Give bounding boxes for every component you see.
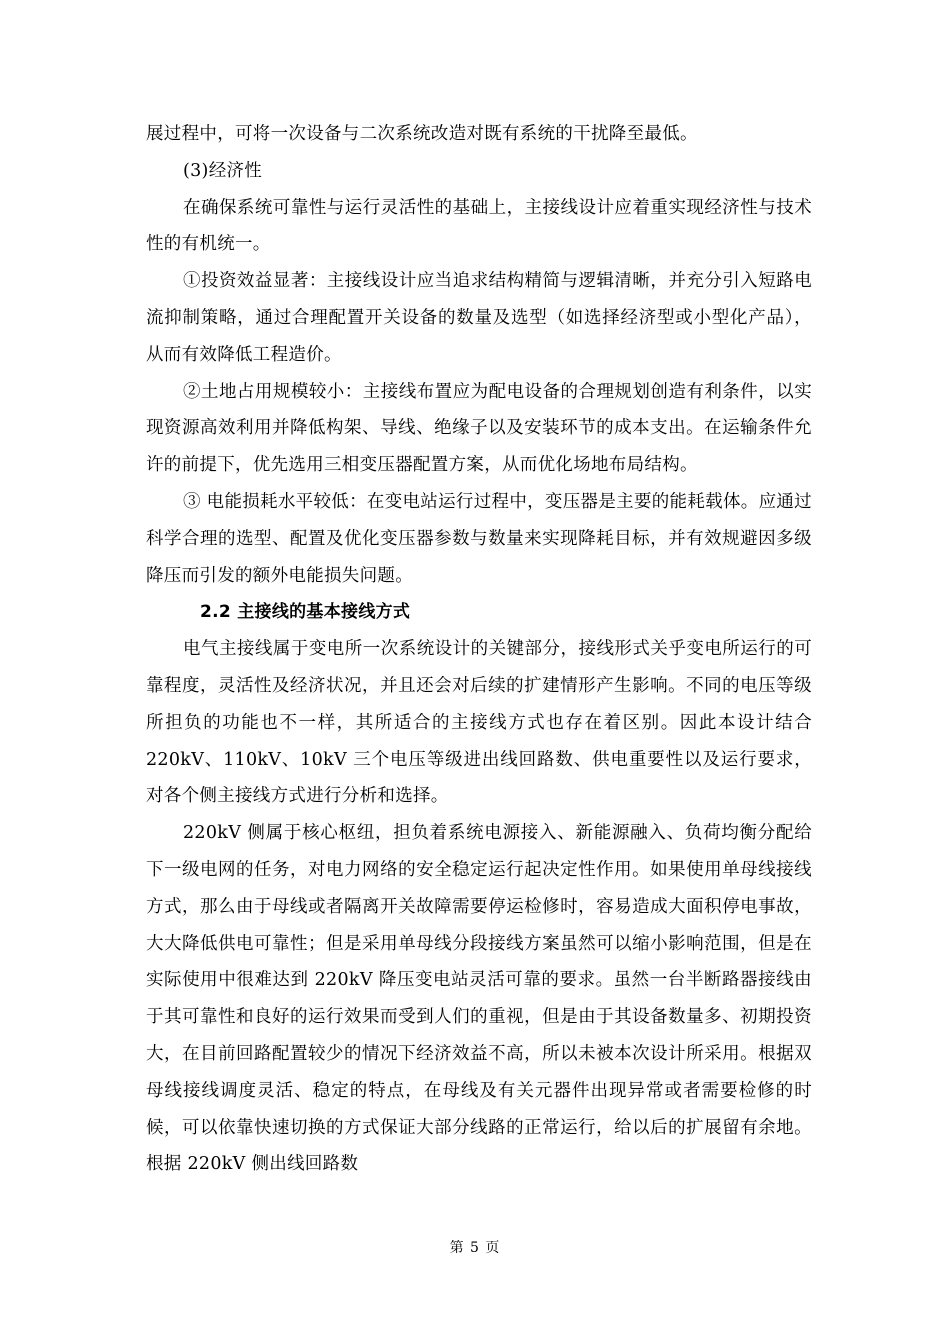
paragraph-land-use: ②土地占用规模较小：主接线布置应为配电设备的合理规划创造有利条件，以实现资源高效利用并降低构架、导线、绝缘子以及安装环节的成本支出。在运输条件允许的前提下，优先选用三相变压器配置方案，从而优化场地布局结构。 [146, 381, 812, 476]
paragraph-energy-loss: ③ 电能损耗水平较低：在变电站运行过程中，变压器是主要的能耗载体。应通过科学合理的选型、配置及优化变压器参数与数量来实现降耗目标，并有效规避因多级降压而引发的额外电能损失问题。 [146, 491, 812, 586]
paragraph-investment: ①投资效益显著：主接线设计应当追求结构精简与逻辑清晰，并充分引入短路电流抑制策略，通过合理配置开关设备的数量及选型（如选择经济型或小型化产品），从而有效降低工程造价。 [146, 271, 812, 365]
paragraph-continuation: 展过程中，可将一次设备与二次系统改造对既有系统的干扰降至最低。 [146, 124, 698, 144]
page-number: 第 5 页 [449, 1240, 501, 1256]
paragraph-main-wiring-intro: 电气主接线属于变电所一次系统设计的关键部分，接线形式关乎变电所运行的可靠程度，灵活性及经济状况，并且还会对后续的扩建情形产生影响。不同的电压等级所担负的功能也不一样，其所适合的主接线方式也存在着区别。因此本设计结合 220kV、110kV、10kV 三个电压等级进出线回路数、供电重要性以及运行要求，对各个侧主接线方式进行分析和选择。 [146, 639, 812, 807]
subheading-economy: (3)经济性 [183, 160, 263, 181]
section-heading-2-2: 2.2 主接线的基本接线方式 [200, 602, 411, 623]
body-text [146, 116, 812, 1183]
paragraph-economy-intro: 在确保系统可靠性与运行灵活性的基础上，主接线设计应着重实现经济性与技术性的有机统一。 [146, 197, 812, 255]
paragraph-220kv-side: 220kV 侧属于核心枢纽，担负着系统电源接入、新能源融入、负荷均衡分配给下一级电网的任务，对电力网络的安全稳定运行起决定性作用。如果使用单母线接线方式，那么由于母线或者隔离开关故障需要停运检修时，容易造成大面积停电事故，大大降低供电可靠性；但是采用单母线分段接线方案虽然可以缩小影响范围，但是在实际使用中很难达到 220kV 降压变电站灵活可靠的要求。虽然一台半断路器接线由于其可靠性和良好的运行效果而受到人们的重视，但是由于其设备数量多、初期投资大，在目前回路配置较少的情况下经济效益不高，所以未被本次设计所采用。根据双母线接线调度灵活、稳定的特点，在母线及有关元器件出现异常或者需要检修的时候，可以依靠快速切换的方式保证大部分线路的正常运行，给以后的扩展留有余地。根据 220kV 侧出线回路数 [146, 823, 812, 1175]
